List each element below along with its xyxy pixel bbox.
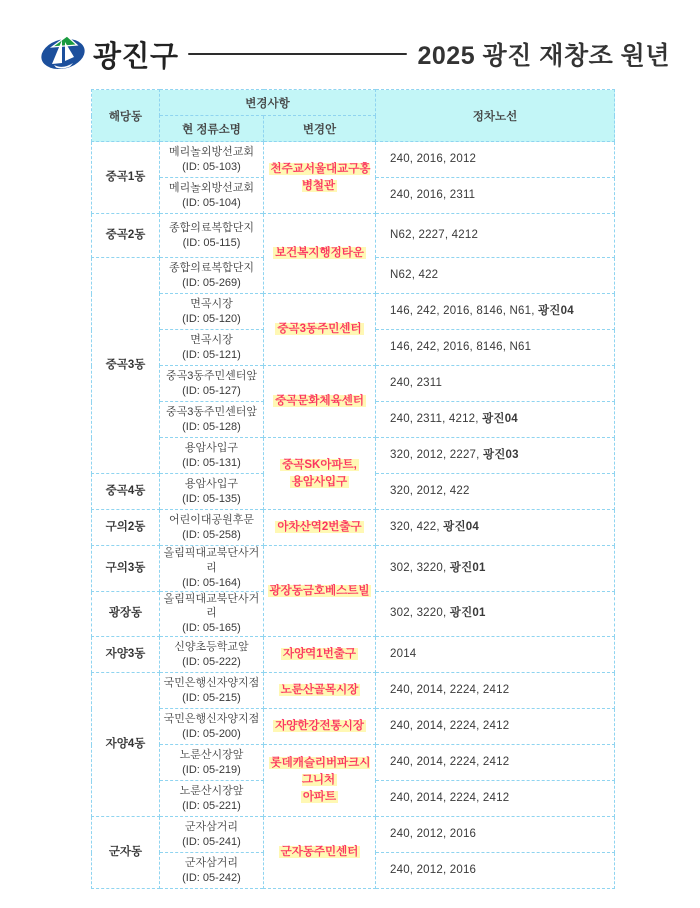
current-stop-cell	[160, 781, 264, 817]
stop-name: 메리놀외방선교회	[168, 181, 254, 194]
table-row	[92, 817, 615, 853]
current-stop-cell	[160, 853, 264, 889]
proposal-highlight: 자양역1번출구	[282, 648, 357, 661]
stop-id: (ID: 05-165)	[182, 622, 241, 635]
proposal-highlight: 노룬산골목시장	[280, 684, 359, 697]
stop-id: (ID: 05-104)	[182, 196, 241, 209]
proposal-highlight: 군자동주민센터	[280, 846, 359, 859]
stop-name: 군자삼거리	[184, 856, 239, 869]
routes-cell: 240, 2311, 4212, 광진04	[376, 402, 615, 438]
col-header-changes: 변경사항	[160, 90, 376, 116]
stop-id: (ID: 05-164)	[182, 576, 241, 589]
proposal-highlight: 천주교서울대교구홍병철관	[270, 162, 371, 192]
proposal-cell	[264, 366, 376, 438]
col-header-proposal: 변경안	[264, 116, 376, 142]
current-stop-cell	[160, 142, 264, 178]
proposal-cell	[264, 294, 376, 366]
stop-id: (ID: 05-222)	[182, 655, 241, 668]
routes-cell: 146, 242, 2016, 8146, N61	[376, 330, 615, 366]
stop-name: 군자삼거리	[184, 820, 239, 833]
current-stop-cell	[160, 510, 264, 546]
dong-cell: 구의2동	[92, 510, 160, 546]
current-stop-cell	[160, 546, 264, 592]
current-stop-cell	[160, 745, 264, 781]
logo-text: 광진구	[93, 40, 179, 73]
proposal-highlight: 중곡SK아파트,	[282, 458, 357, 471]
stop-id: (ID: 05-135)	[182, 492, 241, 505]
table-row	[92, 745, 615, 781]
table-row	[92, 673, 615, 709]
stop-id: (ID: 05-258)	[182, 528, 241, 541]
table-row	[92, 142, 615, 178]
stop-id: (ID: 05-200)	[182, 727, 241, 740]
proposal-cell	[264, 142, 376, 214]
proposal-cell	[264, 673, 376, 709]
current-stop-cell	[160, 637, 264, 673]
stop-name: 노룬산시장앞	[179, 784, 244, 797]
table-row	[92, 510, 615, 546]
table-body	[92, 142, 615, 889]
stop-name: 면곡시장	[190, 297, 233, 310]
routes-cell: 320, 2012, 422	[376, 474, 615, 510]
current-stop-cell	[160, 366, 264, 402]
gwangjin-gu-emblem-icon	[40, 33, 86, 76]
table-row	[92, 214, 615, 258]
proposal-highlight: 아파트	[302, 791, 337, 804]
col-header-current-stop: 현 정류소명	[160, 116, 264, 142]
bus-stop-change-table-wrap	[91, 89, 700, 889]
stop-name: 종합의료복합단지	[168, 221, 254, 234]
stop-name: 용암사입구	[184, 441, 239, 454]
stop-name: 중곡3동주민센터앞	[165, 369, 258, 382]
current-stop-cell	[160, 330, 264, 366]
stop-name: 국민은행신자양지점	[163, 676, 260, 689]
proposal-cell	[264, 438, 376, 510]
stop-id: (ID: 05-242)	[182, 871, 241, 884]
dong-cell: 중곡2동	[92, 214, 160, 258]
routes-cell: 240, 2014, 2224, 2412	[376, 673, 615, 709]
stop-id: (ID: 05-128)	[182, 420, 241, 433]
proposal-highlight: 롯데캐슬리버파크시그니처	[270, 757, 371, 787]
col-header-routes: 정차노선	[376, 90, 615, 142]
routes-cell: 240, 2016, 2311	[376, 178, 615, 214]
dong-cell: 자양3동	[92, 637, 160, 673]
stop-name: 노룬산시장앞	[179, 748, 244, 761]
stop-name: 면곡시장	[190, 333, 233, 346]
table-row	[92, 366, 615, 402]
stop-name: 국민은행신자양지점	[163, 712, 260, 725]
stop-name: 올림픽대교북단사거리	[163, 592, 260, 620]
proposal-highlight: 용암사입구	[291, 475, 348, 488]
proposal-highlight: 자양한강전통시장	[275, 720, 364, 733]
routes-cell: 240, 2014, 2224, 2412	[376, 745, 615, 781]
proposal-cell	[264, 214, 376, 294]
routes-cell: 320, 422, 광진04	[376, 510, 615, 546]
routes-cell: 302, 3220, 광진01	[376, 591, 615, 637]
current-stop-cell	[160, 591, 264, 637]
proposal-highlight: 중곡문화체육센터	[275, 395, 364, 408]
routes-cell: 240, 2014, 2224, 2412	[376, 709, 615, 745]
proposal-cell	[264, 637, 376, 673]
proposal-highlight: 광장동금호베스트빌	[269, 584, 370, 597]
routes-cell: 240, 2016, 2012	[376, 142, 615, 178]
proposal-cell	[264, 817, 376, 889]
dong-cell: 중곡3동	[92, 258, 160, 474]
routes-cell: 320, 2012, 2227, 광진03	[376, 438, 615, 474]
proposal-highlight: 보건복지행정타운	[275, 247, 364, 260]
dong-cell: 중곡4동	[92, 474, 160, 510]
stop-name: 어린이대공원후문	[168, 513, 254, 526]
proposal-cell	[264, 546, 376, 637]
dong-cell: 중곡1동	[92, 142, 160, 214]
table-row	[92, 709, 615, 745]
current-stop-cell	[160, 178, 264, 214]
stop-id: (ID: 05-115)	[182, 236, 241, 249]
current-stop-cell	[160, 673, 264, 709]
current-stop-cell	[160, 474, 264, 510]
routes-cell: 240, 2012, 2016	[376, 853, 615, 889]
stop-name: 중곡3동주민센터앞	[165, 405, 258, 418]
slogan-title: 2025 광진 재창조 원년	[417, 42, 670, 70]
stop-id: (ID: 05-131)	[182, 456, 241, 469]
proposal-cell	[264, 709, 376, 745]
proposal-cell	[264, 745, 376, 817]
proposal-highlight: 중곡3동주민센터	[277, 323, 362, 336]
stop-name: 종합의료복합단지	[168, 261, 254, 274]
col-header-dong: 해당동	[92, 90, 160, 142]
dong-cell: 구의3동	[92, 546, 160, 592]
stop-id: (ID: 05-219)	[182, 763, 241, 776]
dong-cell: 자양4동	[92, 673, 160, 817]
header-divider-line	[188, 53, 408, 55]
stop-id: (ID: 05-127)	[182, 384, 241, 397]
routes-cell: N62, 2227, 4212	[376, 214, 615, 258]
gwangjin-gu-logo	[40, 33, 179, 76]
current-stop-cell	[160, 214, 264, 258]
table-header	[92, 90, 615, 142]
routes-cell: 240, 2311	[376, 366, 615, 402]
table-row	[92, 546, 615, 592]
dong-cell: 광장동	[92, 591, 160, 637]
stop-name: 신양초등학교앞	[174, 640, 249, 653]
document-header	[40, 33, 670, 75]
current-stop-cell	[160, 258, 264, 294]
stop-name: 용암사입구	[184, 477, 239, 490]
document-page	[0, 33, 700, 908]
stop-id: (ID: 05-120)	[182, 312, 241, 325]
table-row	[92, 438, 615, 474]
current-stop-cell	[160, 294, 264, 330]
stop-id: (ID: 05-241)	[182, 835, 241, 848]
routes-cell: N62, 422	[376, 258, 615, 294]
stop-id: (ID: 05-103)	[182, 160, 241, 173]
stop-name: 메리놀외방선교회	[168, 145, 254, 158]
table-row	[92, 294, 615, 330]
proposal-highlight: 아차산역2번출구	[277, 521, 362, 534]
stop-id: (ID: 05-215)	[182, 691, 241, 704]
table-row	[92, 637, 615, 673]
dong-cell: 군자동	[92, 817, 160, 889]
current-stop-cell	[160, 817, 264, 853]
stop-id: (ID: 05-121)	[182, 348, 241, 361]
stop-id: (ID: 05-221)	[182, 799, 241, 812]
proposal-cell	[264, 510, 376, 546]
current-stop-cell	[160, 438, 264, 474]
current-stop-cell	[160, 709, 264, 745]
stop-id: (ID: 05-269)	[182, 276, 241, 289]
routes-cell: 146, 242, 2016, 8146, N61, 광진04	[376, 294, 615, 330]
routes-cell: 240, 2014, 2224, 2412	[376, 781, 615, 817]
current-stop-cell	[160, 402, 264, 438]
stop-name: 올림픽대교북단사거리	[163, 547, 260, 574]
routes-cell: 240, 2012, 2016	[376, 817, 615, 853]
bus-stop-change-table	[91, 89, 615, 889]
routes-cell: 2014	[376, 637, 615, 673]
routes-cell: 302, 3220, 광진01	[376, 546, 615, 592]
